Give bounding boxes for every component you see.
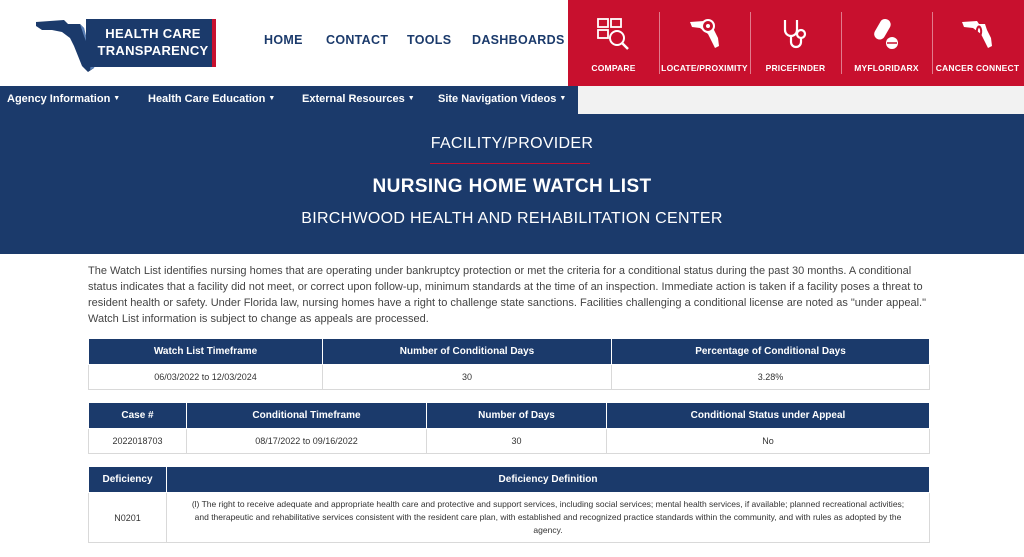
site-header: [0, 0, 1024, 86]
page-banner: [0, 114, 1024, 254]
secondary-nav: [0, 86, 578, 114]
tool-compare-label: COMPARE: [591, 63, 636, 73]
stethoscope-icon: [777, 16, 813, 52]
col-header: Number of Conditional Days: [323, 339, 612, 365]
watch-list-description: The Watch List identifies nursing homes that are operating under bankruptcy protection or met the criteria for a conditional status during the past 30 months. A conditional status indicates that a facility did not meet, or correct upon follow-up, minimum standards at the time of an inspection. Immediate action is taken if a facility poses a threat to resident health or safety. Under Florida law, nursing homes have a right to challenge state sanctions. Facilities challenging a conditional license are noted as "under appeal." Watch List information is subject to change as appeals are processed.: [88, 265, 926, 325]
nav-home-link[interactable]: HOME: [264, 33, 303, 47]
tool-pricefinder-label: PRICEFINDER: [765, 63, 826, 73]
col-header: Percentage of Conditional Days: [612, 339, 930, 365]
health-care-transparency-logo[interactable]: [34, 16, 218, 72]
compare-icon: [595, 16, 631, 52]
logo-text: [94, 25, 212, 59]
nav-contact-link[interactable]: CONTACT: [326, 33, 389, 47]
col-header: Case #: [89, 403, 187, 429]
subnav-external-resources[interactable]: [302, 93, 415, 105]
col-header: Conditional Status under Appeal: [607, 403, 930, 429]
col-header: Deficiency: [89, 467, 167, 493]
banner-divider: [430, 163, 590, 164]
logo-line-1: HEALTH CARE: [105, 26, 201, 41]
locate-icon: [686, 16, 722, 52]
table-cell: 06/03/2022 to 12/03/2024: [89, 365, 323, 390]
table-row: [89, 365, 930, 390]
subnav-label: Agency Information: [7, 93, 111, 105]
table-row: [89, 493, 930, 543]
pill-icon: [868, 16, 904, 52]
nav-filler: [578, 86, 1024, 114]
caret-down-icon: ▼: [407, 95, 415, 102]
subnav-agency-information[interactable]: [7, 93, 120, 105]
summary-table: [88, 338, 930, 390]
logo-line-2: TRANSPARENCY: [97, 43, 209, 58]
col-header: Deficiency Definition: [167, 467, 930, 493]
tool-locate-label: LOCATE/PROXIMITY: [661, 63, 748, 73]
col-header: Conditional Timeframe: [187, 403, 427, 429]
caret-down-icon: ▼: [559, 95, 567, 102]
subnav-label: External Resources: [302, 93, 405, 105]
subnav-site-navigation-videos[interactable]: [438, 93, 566, 105]
caret-down-icon: ▼: [268, 95, 276, 102]
page-title: NURSING HOME WATCH LIST: [372, 176, 652, 197]
facility-name: BIRCHWOOD HEALTH AND REHABILITATION CENTER: [301, 210, 723, 227]
nav-tools-link[interactable]: TOOLS: [407, 33, 452, 47]
tool-myfloridarx-label: MYFLORIDARX: [854, 63, 919, 73]
table-header-row: [89, 467, 930, 493]
deficiency-table: [88, 466, 930, 543]
page-category: FACILITY/PROVIDER: [430, 135, 594, 152]
table-cell: 2022018703: [89, 429, 187, 454]
caret-down-icon: ▼: [113, 95, 121, 102]
table-header-row: [89, 339, 930, 365]
table-cell: 08/17/2022 to 09/16/2022: [187, 429, 427, 454]
table-row: [89, 429, 930, 454]
table-cell: 30: [323, 365, 612, 390]
table-cell: No: [607, 429, 930, 454]
tool-locate[interactable]: [659, 0, 750, 86]
table-header-row: [89, 403, 930, 429]
subnav-label: Health Care Education: [148, 93, 266, 105]
case-table: [88, 402, 930, 454]
tool-pricefinder[interactable]: [750, 0, 841, 86]
tool-compare[interactable]: [568, 0, 659, 86]
ribbon-icon: [959, 16, 995, 52]
tools-bar: [568, 0, 1024, 86]
subnav-health-care-education[interactable]: [148, 93, 275, 105]
col-header: Watch List Timeframe: [89, 339, 323, 365]
tool-cancer-connect[interactable]: [932, 0, 1023, 86]
deficiency-code: N0201: [89, 493, 167, 543]
tool-myfloridarx[interactable]: [841, 0, 932, 86]
tool-cancer-connect-label: CANCER CONNECT: [935, 63, 1020, 73]
table-cell: 30: [427, 429, 607, 454]
col-header: Number of Days: [427, 403, 607, 429]
nav-dashboards-link[interactable]: DASHBOARDS: [472, 33, 565, 47]
subnav-label: Site Navigation Videos: [438, 93, 557, 105]
deficiency-definition: (l) The right to receive adequate and appropriate health care and protective and support services, including social services; mental health services, if available; planned recreational activities; and therapeutic and rehabilitative services consistent with the resident care plan, with established and recognized practice standards within the community, and with rules as adopted by the agency.: [167, 493, 930, 543]
table-cell: 3.28%: [612, 365, 930, 390]
